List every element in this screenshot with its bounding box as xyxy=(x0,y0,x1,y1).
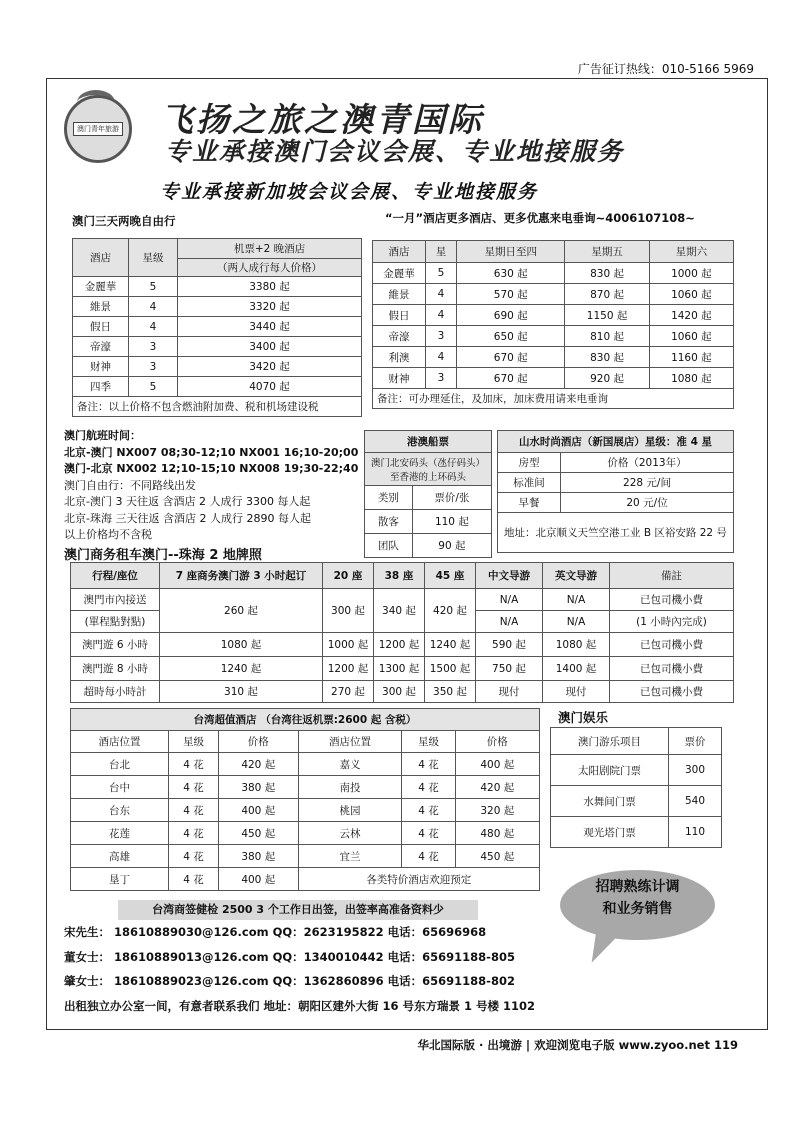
col-sat: 星期六 xyxy=(649,241,733,263)
cell: 台中 xyxy=(71,776,169,799)
cell: 310 起 xyxy=(160,681,323,703)
cell: 420 起 xyxy=(455,776,539,799)
cell: 台北 xyxy=(71,753,169,776)
cell: 420 起 xyxy=(425,589,476,633)
col-price: 价格 xyxy=(455,731,539,753)
flight-info xyxy=(64,428,359,544)
cell: 澳門遊 8 小時 xyxy=(71,657,160,681)
table-row xyxy=(73,377,362,397)
cell: N/A xyxy=(543,589,610,611)
cell: 3320 起 xyxy=(178,297,362,317)
cell: 690 起 xyxy=(457,305,565,326)
cell: 假日 xyxy=(373,305,426,326)
cell: 480 起 xyxy=(455,822,539,845)
shanshui-address: 地址：北京顺义天竺空港工业 B 区裕安路 22 号 xyxy=(498,513,734,553)
col-remark: 備註 xyxy=(610,563,734,589)
shanshui-table xyxy=(497,430,734,553)
table-row xyxy=(71,681,734,703)
cell: 4 花 xyxy=(168,799,218,822)
cell: 澳門遊 6 小時 xyxy=(71,633,160,657)
cell: 5 xyxy=(129,277,178,297)
cell: 1060 起 xyxy=(649,326,733,347)
cell: 4 xyxy=(426,347,457,368)
col-package: 机票+2 晚酒店 xyxy=(178,239,362,259)
cell: 4 花 xyxy=(402,776,455,799)
cell: 810 起 xyxy=(565,326,649,347)
cell: 已包司機小費 xyxy=(610,657,734,681)
cell: 1240 起 xyxy=(425,633,476,657)
cell: 90 起 xyxy=(412,534,491,558)
cell: (單程點對點) xyxy=(71,611,160,633)
cell: 300 起 xyxy=(323,589,374,633)
cell: 630 起 xyxy=(457,263,565,284)
cell: 各类特价酒店欢迎预定 xyxy=(298,868,540,891)
cell: 嘉义 xyxy=(298,753,402,776)
table-row xyxy=(373,368,734,389)
cell: 1420 起 xyxy=(649,305,733,326)
car-rental-table xyxy=(70,562,734,703)
cell: 4 xyxy=(129,317,178,337)
cell: 570 起 xyxy=(457,284,565,305)
cell: 5 xyxy=(426,263,457,284)
cell: 1080 起 xyxy=(543,633,610,657)
cell: 桃园 xyxy=(298,799,402,822)
cell: 垦丁 xyxy=(71,868,169,891)
col-en-guide: 英文导游 xyxy=(543,563,610,589)
macau-3day-label: 澳门三天两晚自由行 xyxy=(72,214,176,228)
cell: N/A xyxy=(543,611,610,633)
col-price: 票价/张 xyxy=(412,486,491,510)
ad-hotline: 广告征订热线：010-5166 5969 xyxy=(577,62,754,76)
cell: 1080 起 xyxy=(649,368,733,389)
col-star: 星级 xyxy=(168,731,218,753)
table-row xyxy=(71,776,540,799)
cell: 1160 起 xyxy=(649,347,733,368)
cell: 宜兰 xyxy=(298,845,402,868)
cell: 4 花 xyxy=(168,822,218,845)
table-row xyxy=(73,337,362,357)
cell: 1200 起 xyxy=(323,657,374,681)
table-row xyxy=(73,277,362,297)
cell: 台东 xyxy=(71,799,169,822)
flight-info-line: 澳门航班时间： xyxy=(64,429,141,442)
cell: 团队 xyxy=(365,534,413,558)
cell: 4 花 xyxy=(402,845,455,868)
col-room: 房型 xyxy=(498,453,561,473)
cell: 花莲 xyxy=(71,822,169,845)
flight-info-line: 北京-珠海 三天往返 含酒店 2 人成行 2890 每人起 xyxy=(64,511,311,525)
table-row xyxy=(71,799,540,822)
cell: 670 起 xyxy=(457,368,565,389)
cell: 20 元/位 xyxy=(561,493,734,513)
cell: N/A xyxy=(476,611,543,633)
ferry-table xyxy=(364,430,492,558)
cell: 228 元/间 xyxy=(561,473,734,493)
car-rental-label: 澳门商务租车澳门--珠海 2 地牌照 xyxy=(64,548,262,563)
recruit-line: 和业务销售 xyxy=(602,901,673,917)
cell: 830 起 xyxy=(565,263,649,284)
cell: 帝濠 xyxy=(73,337,129,357)
flight-info-line: 北京-澳门 3 天往返 含酒店 2 人成行 3300 每人起 xyxy=(64,495,311,508)
col-7seat: 7 座商务澳门游 3 小时起订 xyxy=(160,563,323,589)
cell: 1200 起 xyxy=(374,633,425,657)
shanshui-title: 山水时尚酒店（新国展店）星级：准 4 星 xyxy=(498,431,734,453)
cell: 3440 起 xyxy=(178,317,362,337)
cell: 水舞间门票 xyxy=(551,786,669,817)
cell: 标准间 xyxy=(498,473,561,493)
cell: 3 xyxy=(426,326,457,347)
entertainment-table xyxy=(550,727,722,848)
table-row xyxy=(373,305,734,326)
logo-arc xyxy=(77,90,115,115)
table-row xyxy=(373,326,734,347)
flight-info-line: 北京-澳门 NX007 08;30-12;10 NX001 16;10-20;00 xyxy=(64,445,359,459)
table-row xyxy=(551,817,722,848)
hotel-price-label: “一月”酒店更多酒店、更多优惠来电垂询~4006107108~ xyxy=(385,211,695,225)
col-star: 星 xyxy=(426,241,457,263)
col-item: 澳门游乐项目 xyxy=(551,728,669,755)
col-location: 酒店位置 xyxy=(71,731,169,753)
office-notice: 出租独立办公室一间，有意者联系我们 地址：朝阳区建外大街 16 号东方瑞景 1 号楼 1102 xyxy=(64,998,536,1013)
cell: 金麗華 xyxy=(73,277,129,297)
table-row xyxy=(73,317,362,337)
cell: 300 xyxy=(669,755,722,786)
cell: 1240 起 xyxy=(160,657,323,681)
cell: 1150 起 xyxy=(565,305,649,326)
col-type: 类别 xyxy=(365,486,413,510)
cell: 4 花 xyxy=(402,799,455,822)
cell: 400 起 xyxy=(219,799,298,822)
cell: 早餐 xyxy=(498,493,561,513)
table-row xyxy=(73,297,362,317)
cell: 4 花 xyxy=(402,753,455,776)
cell: 4 花 xyxy=(168,845,218,868)
cell: 四季 xyxy=(73,377,129,397)
table-row xyxy=(373,284,734,305)
table-row xyxy=(71,657,734,681)
col-hotel: 酒店 xyxy=(373,241,426,263)
cell: 110 xyxy=(669,817,722,848)
contact-line: 宋先生： 18610889030@126.com QQ：2623195822 电话：65696968 xyxy=(64,925,487,939)
cell: 1400 起 xyxy=(543,657,610,681)
cell: 观光塔门票 xyxy=(551,817,669,848)
cell: 450 起 xyxy=(455,845,539,868)
cell: 320 起 xyxy=(455,799,539,822)
cell: 維景 xyxy=(73,297,129,317)
table-row xyxy=(365,510,492,534)
taiwan-visa-note: 台湾商签健检 2500 3 个工作日出签，出签率高准备资料少 xyxy=(118,900,478,920)
cell: 750 起 xyxy=(476,657,543,681)
cell: 4 花 xyxy=(168,753,218,776)
macau-3day-note: 备注：以上价格不包含燃油附加费、税和机场建设税 xyxy=(73,397,362,417)
hotel-price-note: 备注：可办理延住，及加床，加床费用请来电垂询 xyxy=(373,389,734,409)
table-row xyxy=(71,868,540,891)
cell: 散客 xyxy=(365,510,413,534)
cell: 830 起 xyxy=(565,347,649,368)
cell: 380 起 xyxy=(219,845,298,868)
table-row xyxy=(71,845,540,868)
page-title: 飞扬之旅之澳青国际 xyxy=(160,100,484,139)
recruit-line: 招聘熟练计调 xyxy=(595,879,680,895)
table-row xyxy=(373,263,734,284)
cell: 1000 起 xyxy=(649,263,733,284)
col-20seat: 20 座 xyxy=(323,563,374,589)
cell: 高雄 xyxy=(71,845,169,868)
page-footer: 华北国际版 · 出境游 | 欢迎浏览电子版 www.zyoo.net 119 xyxy=(417,1038,738,1052)
table-row xyxy=(498,493,734,513)
page-subtitle: 专业承接澳门会议会展、专业地接服务 xyxy=(165,137,625,166)
cell: 超時每小時計 xyxy=(71,681,160,703)
cell: 利澳 xyxy=(373,347,426,368)
cell: 云林 xyxy=(298,822,402,845)
cell: 維景 xyxy=(373,284,426,305)
col-package-note: （两人成行每人价格） xyxy=(178,259,362,277)
cell: 3 xyxy=(426,368,457,389)
col-price: 票价 xyxy=(669,728,722,755)
col-fri: 星期五 xyxy=(565,241,649,263)
cell: 420 起 xyxy=(219,753,298,776)
ferry-desc: 澳门北安码头（氹仔码头）至香港的上环码头 xyxy=(365,453,492,486)
cell: 1300 起 xyxy=(374,657,425,681)
col-star: 星级 xyxy=(402,731,455,753)
col-45seat: 45 座 xyxy=(425,563,476,589)
contact-line: 董女士： 18610889013@126.com QQ：1340010442 电话：65691188-805 xyxy=(64,949,515,964)
col-route: 行程/座位 xyxy=(71,563,160,589)
cell: 太阳剧院门票 xyxy=(551,755,669,786)
cell: 1080 起 xyxy=(160,633,323,657)
cell: 假日 xyxy=(73,317,129,337)
table-row xyxy=(551,755,722,786)
cell: 540 xyxy=(669,786,722,817)
hotel-price-table xyxy=(372,240,734,409)
cell: 已包司機小費 xyxy=(610,589,734,611)
cell: 650 起 xyxy=(457,326,565,347)
logo-text: 澳门青年旅游 xyxy=(73,122,123,136)
cell: N/A xyxy=(476,589,543,611)
cell: 450 起 xyxy=(219,822,298,845)
cell: 已包司機小費 xyxy=(610,681,734,703)
cell: 670 起 xyxy=(457,347,565,368)
col-price: 价格 xyxy=(219,731,298,753)
cell: 920 起 xyxy=(565,368,649,389)
cell: 财神 xyxy=(373,368,426,389)
cell: 4 xyxy=(426,284,457,305)
cell: 300 起 xyxy=(374,681,425,703)
cell: 3 xyxy=(129,337,178,357)
col-38seat: 38 座 xyxy=(374,563,425,589)
cell: 350 起 xyxy=(425,681,476,703)
cell: 4 花 xyxy=(402,822,455,845)
table-row xyxy=(71,822,540,845)
cell: 3 xyxy=(129,357,178,377)
cell: 870 起 xyxy=(565,284,649,305)
contact-line: 肇女士： 18610889023@126.com QQ：1362860896 电话：65691188-802 xyxy=(64,974,515,988)
col-price: 价格（2013年） xyxy=(561,453,734,473)
cell: 1000 起 xyxy=(323,633,374,657)
col-location: 酒店位置 xyxy=(298,731,402,753)
cell: 帝濠 xyxy=(373,326,426,347)
table-row xyxy=(551,786,722,817)
col-sun-thu: 星期日至四 xyxy=(457,241,565,263)
cell: 金麗華 xyxy=(373,263,426,284)
cell: 260 起 xyxy=(160,589,323,633)
contacts xyxy=(64,920,624,1018)
col-cn-guide: 中文导游 xyxy=(476,563,543,589)
table-row xyxy=(71,589,734,611)
cell: 4 xyxy=(129,297,178,317)
cell: 4 花 xyxy=(168,868,218,891)
cell: 澳門市內接送 xyxy=(71,589,160,611)
table-row xyxy=(73,357,362,377)
cell: 南投 xyxy=(298,776,402,799)
cell: 财神 xyxy=(73,357,129,377)
entertainment-label: 澳门娱乐 xyxy=(558,710,609,725)
table-row xyxy=(71,633,734,657)
cell: 1500 起 xyxy=(425,657,476,681)
col-star: 星级 xyxy=(129,239,178,277)
cell: 590 起 xyxy=(476,633,543,657)
cell: 已包司機小費 xyxy=(610,633,734,657)
cell: 5 xyxy=(129,377,178,397)
cell: 4 花 xyxy=(168,776,218,799)
agency-logo xyxy=(64,95,132,163)
table-row xyxy=(498,473,734,493)
cell: 3380 起 xyxy=(178,277,362,297)
cell: 3420 起 xyxy=(178,357,362,377)
taiwan-title: 台湾超值酒店 （台湾往返机票:2600 起 含税） xyxy=(71,709,540,731)
cell: 400 起 xyxy=(455,753,539,776)
cell: 1060 起 xyxy=(649,284,733,305)
cell: 270 起 xyxy=(323,681,374,703)
cell: 110 起 xyxy=(412,510,491,534)
cell: 340 起 xyxy=(374,589,425,633)
ferry-title: 港澳船票 xyxy=(365,431,492,453)
flight-info-line: 以上价格均不含税 xyxy=(64,528,152,541)
table-row xyxy=(365,534,492,558)
cell: (1 小時內完成) xyxy=(610,611,734,633)
cell: 现付 xyxy=(476,681,543,703)
table-row xyxy=(71,753,540,776)
page-subtitle-2: 专业承接新加坡会议会展、专业地接服务 xyxy=(160,181,539,203)
cell: 400 起 xyxy=(219,868,298,891)
flight-info-line: 澳门自由行：不同路线出发 xyxy=(64,478,196,492)
cell: 现付 xyxy=(543,681,610,703)
col-hotel: 酒店 xyxy=(73,239,129,277)
table-row xyxy=(373,347,734,368)
taiwan-hotel-table xyxy=(70,708,540,891)
cell: 380 起 xyxy=(219,776,298,799)
flight-info-line: 澳门-北京 NX002 12;10-15;10 NX008 19;30-22;40 xyxy=(64,462,359,475)
cell: 4 xyxy=(426,305,457,326)
cell: 3400 起 xyxy=(178,337,362,357)
macau-3day-table xyxy=(72,238,362,417)
cell: 4070 起 xyxy=(178,377,362,397)
